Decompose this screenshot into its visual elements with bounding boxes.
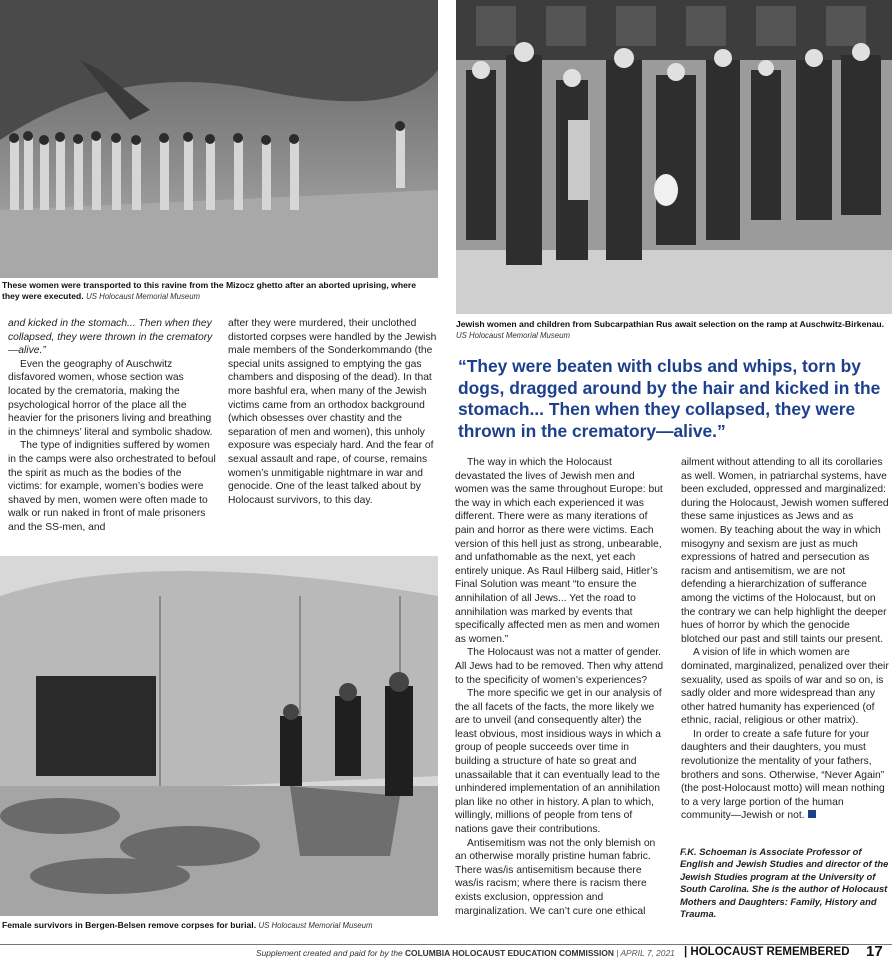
footer-page-number: 17 — [866, 943, 883, 960]
page-footer — [0, 944, 892, 960]
column-4-final-text: In order to create a safe future for your daughters and their daughters, you must revolutionize the mentality of your fathers, brothers and sons. Otherwise, “Never Again” (the post-Holocaust motto) will mean nothing to a very large portion of the human community—Jewish or not. — [681, 728, 885, 822]
article-column-2 — [228, 317, 438, 507]
photo-bergen-belsen-image — [0, 556, 438, 916]
column-2-paragraph: after they were murdered, their unclothed distorted corpses were handled by the Jewish male members of the Sonderkommando (the special units assigned to emptying the gas chambers and disposing of the dead). In that more bashful era, when many of the Jewish victims came from an orthodox background (which obsesses over chastity and the separation of men and women), this unholy exposure was especialy hard. And the fear of sexual assault and rape, of course, remains women’s unmitigable nightmare in war and genocide. One of the least talked about by Holocaust survivors, to this day. — [228, 318, 437, 506]
author-bio: F.K. Schoeman is Associate Professor of English and Jewish Studies and director of the Jewish Studies program at the University of South Carolina. She is the author of Holocaust Mothers and Daughters: Family, History and Trauma. — [680, 846, 889, 920]
column-4-paragraph: ailment without attending to all its corollaries as well. Women, in patriarchal systems, have been excluded, oppressed and marginalized: during the Holocaust, Jewish women suffered these same injustices as Jews and as women. By teaching about the way in which misogyny and sexism are just as much expressions of hatred and persecution as racism and antisemitism, we are not defending a hierarchization of sufferance among the victims of the Holocaust, but on the contrary we can help highlight the deeper hues of horror by which the genocide blotched our past and still taints our present. — [681, 457, 889, 645]
photo-auschwitz-image — [456, 0, 892, 314]
caption-ravine-credit: US Holocaust Memorial Museum — [86, 292, 201, 301]
column-3-paragraph: The Holocaust was not a matter of gender. All Jews had to be removed. Then why attend to the specificity of women’s experiences? — [455, 647, 664, 686]
caption-bergen-belsen — [2, 920, 434, 931]
pull-quote: “They were beaten with clubs and whips, torn by dogs, dragged around by the hair and kicked in the stomach... Then when they collapsed, they were thrown in the crematory—alive.” — [458, 356, 881, 441]
caption-ravine-text: These women were transported to this ravine from the Mizocz ghetto after an aborted uprising, where they were executed. — [2, 280, 416, 301]
column-1-paragraph: The type of indignities suffered by women in the camps were also orchestrated to befoul the spirit as much as the bodies of the victims: for example, women’s bodies were shaved by men, women were often made to walk or run naked in front of male prisoners and the SS-men, and — [8, 440, 216, 533]
footer-date: APRIL 7, 2021 — [620, 948, 675, 958]
column-1-paragraph: Even the geography of Auschwitz disfavored women, whose section was located by the crematoria, making the psychological horror of the place all the heavier for the prisoners living and breathing in the chimneys’ literal and symbolic shadow. — [8, 358, 213, 438]
caption-bergen-belsen-text: Female survivors in Bergen-Belsen remove corpses for burial. — [2, 920, 257, 930]
caption-auschwitz — [456, 319, 892, 341]
end-mark-icon — [808, 810, 816, 818]
photo-ravine-image — [0, 0, 438, 278]
photo-auschwitz — [456, 0, 892, 314]
caption-auschwitz-credit: US Holocaust Memorial Museum — [456, 331, 570, 340]
photo-ravine — [0, 0, 438, 278]
column-1-quote-end: and kicked in the stomach... Then when they collapsed, they were thrown in the crematory—alive.” — [8, 318, 213, 357]
footer-publication-title: HOLOCAUST REMEMBERED — [690, 946, 850, 958]
article-column-3 — [455, 456, 665, 918]
column-3-paragraph: The way in which the Holocaust devastated the lives of Jewish men and women was the same throughout Europe: but the way in which each experienced it was different. There were as many iterations of pain and horror as there were victims. Each version of this hell just as strong, unbearable, and unfathomable as the next, yet each entirely unique. As Raul Hilberg said, Hitler’s Final Solution was meant “to ensure the annihilation of all Jews... Yet the road to annihilation was marked by events that specifically affected men as men and women as women.” — [455, 457, 663, 645]
caption-auschwitz-text: Jewish women and children from Subcarpathian Rus await selection on the ramp at Auschwitz-Birkenau. — [456, 319, 885, 329]
footer-supplement-line: Supplement created and paid for by the COLUMBIA HOLOCAUST EDUCATION COMMISSION | APRIL 7, 2021 — [256, 948, 675, 958]
photo-bergen-belsen — [0, 556, 438, 916]
column-4-paragraph: A vision of life in which women are dominated, marginalized, penalized over their sexuality, used as spoils of war and so on, is sadly older and more widespread than any other hatred humanity has experienced (of ethnic, racial, religious or other matrix). — [681, 647, 889, 727]
column-3-paragraph: Antisemitism was not the only blemish on an otherwise morally pristine human fabric. There was/is antisemitism because there was/is racism; where there is racism there exists exclusion, oppression and marginalization. We can’t cure one ethical — [455, 837, 656, 917]
footer-publication: | HOLOCAUST REMEMBERED — [684, 946, 850, 958]
caption-ravine — [2, 280, 434, 302]
footer-supplement-prefix: Supplement created and paid for by the — [256, 948, 403, 958]
footer-commission: COLUMBIA HOLOCAUST EDUCATION COMMISSION — [405, 948, 614, 958]
article-column-1 — [8, 317, 216, 535]
article-column-4 — [681, 456, 891, 823]
column-4-paragraph — [681, 728, 891, 823]
column-3-paragraph: The more specific we get in our analysis of the all facets of the facts, the more likely we are to unveil (and consequently alter) the least obvious, most insidious ways in which a group of people succeeds over time in building a structure of hate so great and unassailable that it can eventually lead to the unhindered implementation of an annihilation plan like no other in history. A plan to which, willingly, millions of people from tens of nations gave their contributions. — [455, 688, 662, 836]
caption-bergen-belsen-credit: US Holocaust Memorial Museum — [258, 921, 373, 930]
